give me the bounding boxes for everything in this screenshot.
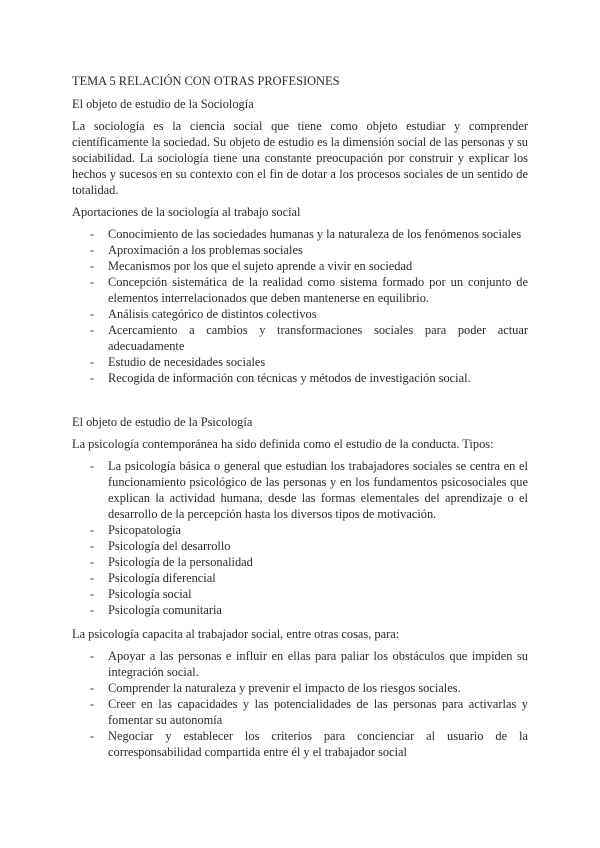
bullet-dash: -: [90, 523, 95, 537]
bullet-dash: -: [90, 459, 95, 473]
list-item: - Psicología social: [90, 587, 192, 601]
list-item: - Aproximación a los problemas sociales: [90, 243, 303, 257]
bullet-dash: -: [90, 243, 95, 257]
list-item: - Creer en las capacidades y las potencialidades de las personas para activarlas y fomentar su autonomía: [90, 697, 528, 727]
tipos-list: [72, 458, 528, 618]
list-item: - Psicopatología: [90, 523, 181, 537]
bullet-dash: -: [90, 729, 95, 743]
bullet-dash: -: [90, 681, 95, 695]
aportaciones-heading: Aportaciones de la sociología al trabajo social: [72, 205, 301, 219]
list-item: - Negociar y establecer los criterios para concienciar al usuario de la corresponsabilidad compartida entre él y el trabajador social: [90, 729, 528, 759]
bullet-dash: -: [90, 555, 95, 569]
document-title: TEMA 5 RELACIÓN CON OTRAS PROFESIONES: [72, 74, 340, 88]
bullet-dash: -: [90, 697, 95, 711]
bullet-dash: -: [90, 275, 95, 289]
list-item: - Estudio de necesidades sociales: [90, 355, 266, 369]
bullet-dash: -: [90, 307, 95, 321]
bullet-dash: -: [90, 603, 95, 617]
sociologia-paragraph: La sociología es la ciencia social que tiene como objeto estudiar y comprender científicamente la sociedad. Su objeto de estudio es la dimensión social de las personas y su sociabilidad. La sociología tiene una constante preocupación por construir y explicar los hechos y sucesos en su contexto con el fin de dotar a los procesos sociales de un sentido de totalidad.: [72, 119, 528, 197]
capacita-list: [72, 648, 528, 760]
list-item: - La psicología básica o general que estudian los trabajadores sociales se centra en el funcionamiento psicológico de las personas y en los fundamentos psicosociales que explican la actividad humana, desde las formas elementales del aprendizaje o el desarrollo de la percepción hasta los diversos tipos de motivación.: [90, 459, 528, 521]
list-item: - Análisis categórico de distintos colectivos: [90, 307, 317, 321]
bullet-dash: -: [90, 227, 95, 241]
sociologia-heading: El objeto de estudio de la Sociología: [72, 97, 254, 111]
list-item: - Comprender la naturaleza y prevenir el impacto de los riesgos sociales.: [90, 681, 461, 695]
list-item: - Psicología diferencial: [90, 571, 216, 585]
psicologia-heading: El objeto de estudio de la Psicología: [72, 415, 253, 429]
list-item: - Psicología del desarrollo: [90, 539, 231, 553]
bullet-dash: -: [90, 571, 95, 585]
capacita-intro: La psicología capacita al trabajador social, entre otras cosas, para:: [72, 627, 400, 641]
bullet-dash: -: [90, 355, 95, 369]
list-item: - Acercamiento a cambios y transformaciones sociales para poder actuar adecuadamente: [90, 323, 528, 353]
psicologia-intro: La psicología contemporánea ha sido definida como el estudio de la conducta. Tipos:: [72, 437, 494, 451]
list-item: - Conocimiento de las sociedades humanas y la naturaleza de los fenómenos sociales: [90, 227, 522, 241]
aportaciones-list: [72, 226, 528, 386]
list-item: - Psicología comunitaria: [90, 603, 222, 617]
bullet-dash: -: [90, 587, 95, 601]
bullet-dash: -: [90, 649, 95, 663]
list-item: - Mecanismos por los que el sujeto aprende a vivir en sociedad: [90, 259, 413, 273]
list-item: - Apoyar a las personas e influir en ellas para paliar los obstáculos que impiden su integración social.: [90, 649, 528, 679]
list-item: - Recogida de información con técnicas y métodos de investigación social.: [90, 371, 471, 385]
list-item: - Psicología de la personalidad: [90, 555, 253, 569]
bullet-dash: -: [90, 323, 95, 337]
bullet-dash: -: [90, 371, 95, 385]
list-item: - Concepción sistemática de la realidad como sistema formado por un conjunto de elementos interrelacionados que deben mantenerse en equilibrio.: [90, 275, 528, 305]
bullet-dash: -: [90, 259, 95, 273]
bullet-dash: -: [90, 539, 95, 553]
